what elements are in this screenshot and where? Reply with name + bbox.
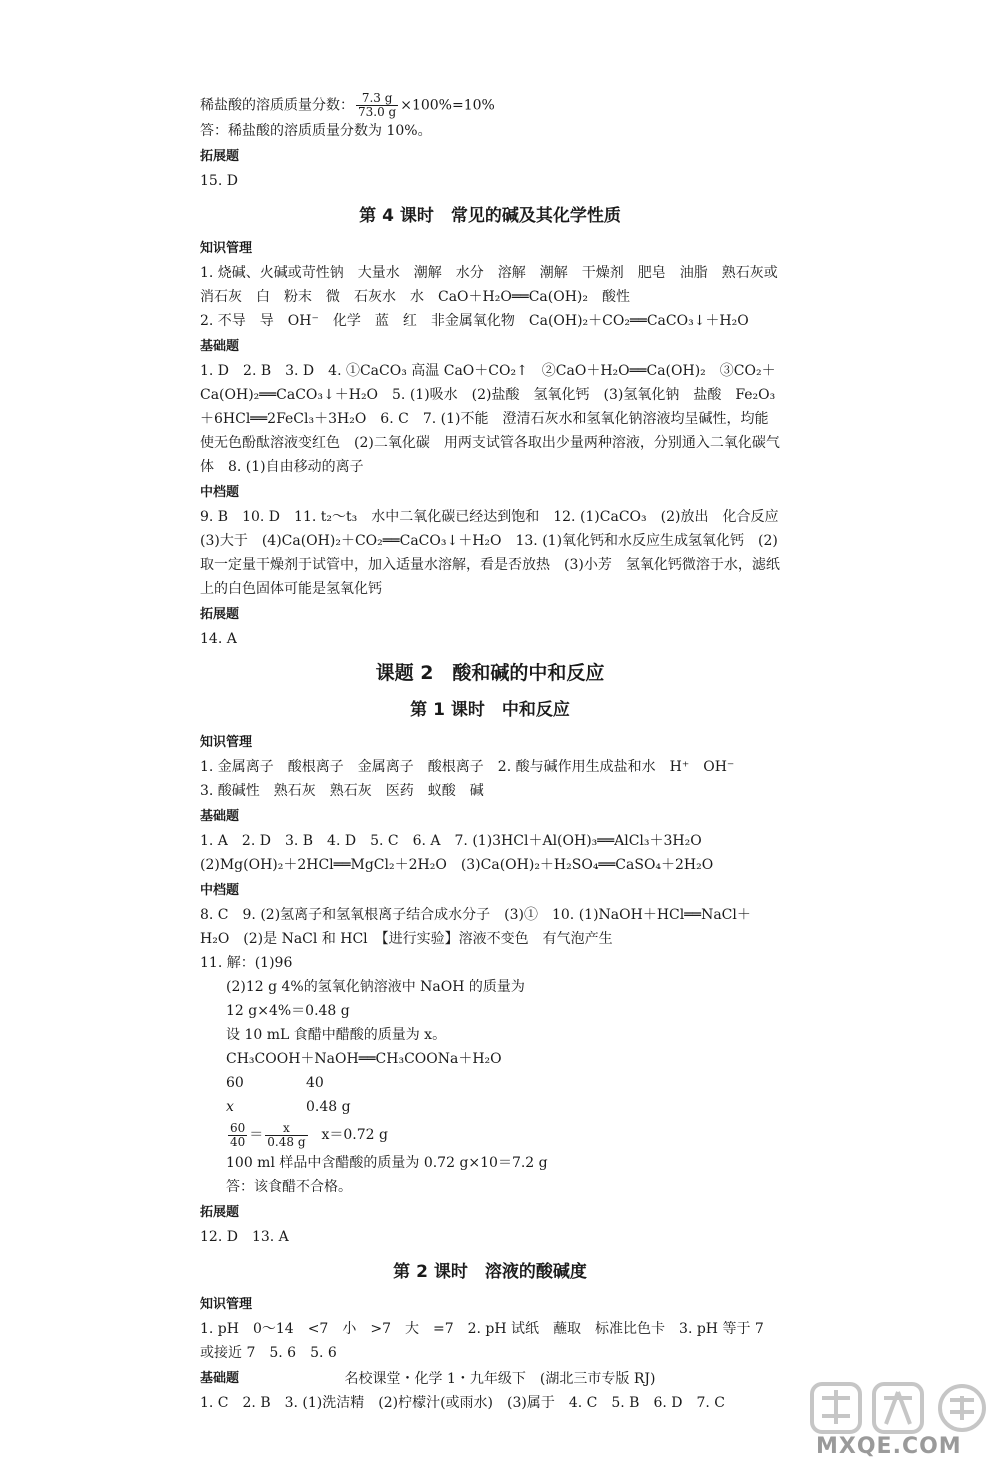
answer-line: 1. 烧碱、火碱或苛性钠 大量水 潮解 水分 溶解 潮解 干燥剂 肥皂 油脂 熟石灰或消石灰 白 粉末 微 石灰水 水 CaO＋H₂O══Ca(OH)₂ 酸性 (200, 265, 778, 305)
category-basic: 基础题 (200, 339, 240, 354)
solution-line: 11. 解：(1)96 (200, 955, 293, 971)
answer-line: 14. A (200, 631, 237, 647)
equals-sign: ＝ (249, 1127, 264, 1143)
category-extension: 拓展题 (200, 607, 240, 622)
answer-line: 1. D 2. B 3. D 4. ①CaCO₃ 高温 CaO＋CO₂↑ ②CaO＋H₂O══Ca(OH)₂ ③CO₂＋Ca(OH)₂══CaCO₃↓＋H₂O 5. (1)吸水 (2)盐酸 氢氧化钙 (3)氢氧化钠 盐酸 Fe₂O₃＋6HCl══2FeCl₃＋3H₂O 6. C 7. (1)不能 澄清石灰水和氢氧化钠溶液均呈碱性，均能使无色酚酞溶液变红色 (2)二氧化碳 用两支试管各取出少量两种溶液，分别通入二氧化碳气体 8. (1)自由移动的离子 (200, 363, 780, 475)
page-footer: 名校课堂・化学 1・九年级下 (湖北三市专版 RJ) (344, 1371, 656, 1387)
answer-line: 15. D (200, 173, 238, 189)
solution-line: (2)12 g 4%的氢氧化钠溶液中 NaOH 的质量为 (226, 979, 525, 995)
answer-line: 3. 酸碱性 熟石灰 熟石灰 医药 蚁酸 碱 (200, 783, 484, 799)
fraction-denominator: 0.48 g (267, 1134, 306, 1149)
top-line-fraction (200, 92, 780, 119)
ratio-line (200, 1095, 780, 1119)
ratio-value: x (226, 1099, 234, 1115)
solution-line: 答：该食醋不合格。 (226, 1179, 352, 1195)
solution-line: 100 ml 样品中含醋酸的质量为 0.72 g×10＝7.2 g (226, 1155, 548, 1171)
answer-line: 12. D 13. A (200, 1229, 289, 1245)
answer-line: 1. C 2. B 3. (1)洗洁精 (2)柠檬汁(或雨水) (3)属于 4. C 5. B 6. D 7. C (200, 1395, 726, 1411)
lesson-heading: 第 4 课时 常见的碱及其化学性质 (359, 206, 621, 226)
category-medium: 中档题 (200, 883, 240, 898)
answer-line: 1. 金属离子 酸根离子 金属离子 酸根离子 2. 酸与碱作用生成盐和水 H⁺ OH⁻ (200, 759, 735, 775)
answer-line: 2. 不导 导 OH⁻ 化学 蓝 红 非金属氧化物 Ca(OH)₂＋CO₂══CaCO₃↓＋H₂O (200, 313, 749, 329)
lesson-heading: 第 2 课时 溶液的酸碱度 (393, 1262, 587, 1282)
fraction-denominator: 40 (230, 1134, 246, 1149)
category-basic: 基础题 (200, 1371, 240, 1386)
category-knowledge: 知识管理 (200, 735, 253, 750)
lesson-heading: 第 1 课时 中和反应 (410, 700, 570, 720)
equation-line: CH₃COOH＋NaOH══CH₃COONa＋H₂O (226, 1051, 502, 1067)
answer-line: 8. C 9. (2)氢离子和氢氧根离子结合成水分子 (3)① 10. (1)NaOH＋HCl══NaCl＋H₂O (2)是 NaCl 和 HCl 【进行实验】溶液不变色 有气泡产生 (200, 907, 751, 947)
fraction-numerator: 7.3 g (356, 92, 398, 106)
watermark-url: MXQE.COM (816, 1434, 962, 1459)
ratio-value: 0.48 g (306, 1099, 351, 1115)
fraction (228, 1122, 247, 1149)
solution-line: 设 10 mL 食醋中醋酸的质量为 x。 (226, 1027, 447, 1043)
category-medium: 中档题 (200, 485, 240, 500)
category-knowledge: 知识管理 (200, 1297, 253, 1312)
proportion-line (200, 1119, 780, 1151)
answer-line: 1. pH 0～14 <7 小 >7 大 =7 2. pH 试纸 蘸取 标准比色卡 3. pH 等于 7 或接近 7 5. 6 5. 6 (200, 1321, 769, 1361)
topic-heading: 课题 2 酸和碱的中和反应 (375, 662, 605, 684)
category-basic: 基础题 (200, 809, 240, 824)
fraction-denominator: 73.0 g (358, 105, 397, 119)
ratio-value: 60 (226, 1075, 244, 1091)
category-knowledge: 知识管理 (200, 241, 253, 256)
answer-line: 1. A 2. D 3. B 4. D 5. C 6. A 7. (1)3HCl＋Al(OH)₃══AlCl₃＋3H₂O (2)Mg(OH)₂＋2HCl══MgCl₂＋2H₂O (3)Ca(OH)₂＋H₂SO₄══CaSO₄＋2H₂O (200, 833, 716, 873)
ratio-line (200, 1071, 780, 1095)
category-extension: 拓展题 (200, 1205, 240, 1220)
fraction-numerator: x (265, 1122, 307, 1136)
result-text: x＝0.72 g (321, 1127, 388, 1143)
fraction (265, 1122, 307, 1149)
text-suffix: ×100%=10% (400, 97, 495, 114)
fraction-numerator: 60 (230, 1120, 246, 1135)
page-content (200, 91, 793, 1415)
answer-line: 9. B 10. D 11. t₂～t₃ 水中二氧化碳已经达到饱和 12. (1)CaCO₃ (2)放出 化合反应 (3)大于 (4)Ca(OH)₂＋CO₂══CaCO₃↓＋H₂O 13. (1)氧化钙和水反应生成氢氧化钙 (2)取一定量干燥剂于试管中，加入适量水溶解，看是否放热 (3)小芳 氢氧化钙微溶于水，滤纸上的白色固体可能是氢氧化钙 (200, 509, 793, 597)
text-prefix: 稀盐酸的溶质质量分数： (200, 97, 354, 114)
watermark-logo-icon (808, 1376, 988, 1440)
category-extension: 拓展题 (200, 149, 240, 164)
solution-line: 12 g×4%＝0.48 g (226, 1003, 350, 1019)
ratio-value: 40 (306, 1075, 324, 1091)
answer-line: 答：稀盐酸的溶质质量分数为 10%。 (200, 123, 432, 139)
fraction (356, 92, 398, 119)
